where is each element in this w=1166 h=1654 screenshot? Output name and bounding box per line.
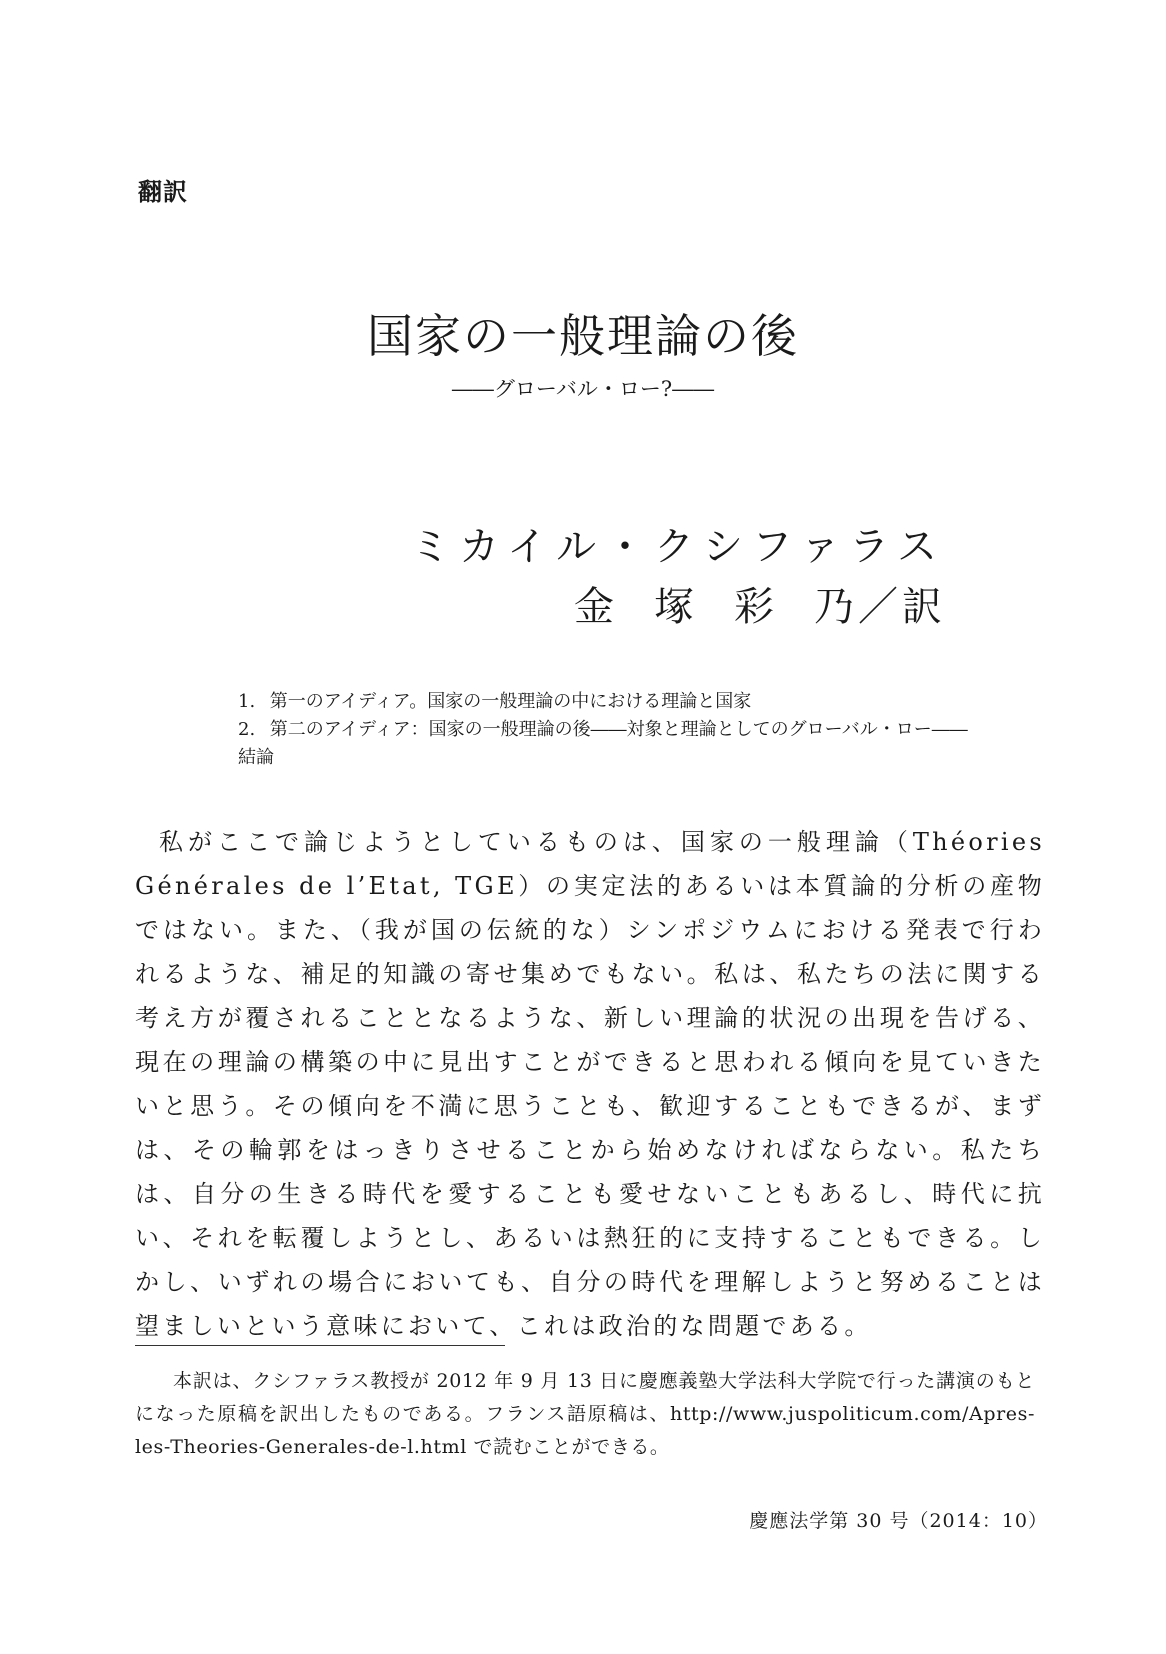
body-paragraph: 私がここで論じようとしているものは、国家の一般理論（Théories Générales de l’Etat, TGE）の実定法的あるいは本質論的分析の産物ではない。また、（我が国の伝統的な）シンポジウムにおける発表で行われるような、補足的知識の寄せ集めでもない。私は、私たちの法に関する考え方が覆されることとなるような、新しい理論的状況の出現を告げる、現在の理論の構築の中に見出すことができると思われる傾向を見ていきたいと思う。その傾向を不満に思うことも、歓迎することもできるが、まずは、その輪郭をはっきりさせることから始めなければならない。私たちは、自分の生きる時代を愛することも愛せないこともあるし、時代に抗い、それを転覆しようとし、あるいは熱狂的に支持することもできる。しかし、いずれの場合においても、自分の時代を理解しようと努めることは望ましいという意味において、これは政治的な問題である。: [135, 828, 1045, 1340]
translator-char-2: 塚: [654, 584, 698, 630]
article-title: 国家の一般理論の後: [367, 309, 799, 363]
footnote-divider: [135, 1345, 505, 1346]
toc-item-number: 2.: [238, 719, 256, 740]
toc-item-number: 1.: [238, 691, 256, 712]
toc-item-text: 第一のアイディア。国家の一般理論の中における理論と国家: [269, 691, 752, 712]
translator-credit: [574, 575, 946, 632]
translator-char-4: 乃／訳: [814, 584, 946, 630]
toc-conclusion: 結論: [238, 747, 274, 768]
author-name: ミカイル・クシファラス: [410, 524, 946, 570]
translator-char-1: 金: [574, 584, 618, 630]
section-label: 翻訳: [138, 178, 188, 206]
article-subtitle: ――グローバル・ロー?――: [451, 377, 715, 401]
toc-item: [238, 688, 1038, 716]
translator-char-3: 彩: [734, 584, 778, 630]
toc-item-text: 第二のアイディア：国家の一般理論の後――対象と理論としてのグローバル・ロー――: [269, 719, 968, 740]
table-of-contents: [238, 688, 1038, 772]
toc-item: [238, 716, 1038, 744]
journal-footer: 慶應法学第 30 号（2014：10）: [749, 1510, 1048, 1532]
footnote: 本訳は、クシファラス教授が 2012 年 9 月 13 日に慶應義塾大学法科大学院で行った講演のもとになった原稿を訳出したものである。フランス語原稿は、http://www.juspoliticum.com/Apres-les-Theories-Generales-de-l.html で読むことができる。: [135, 1370, 1035, 1458]
